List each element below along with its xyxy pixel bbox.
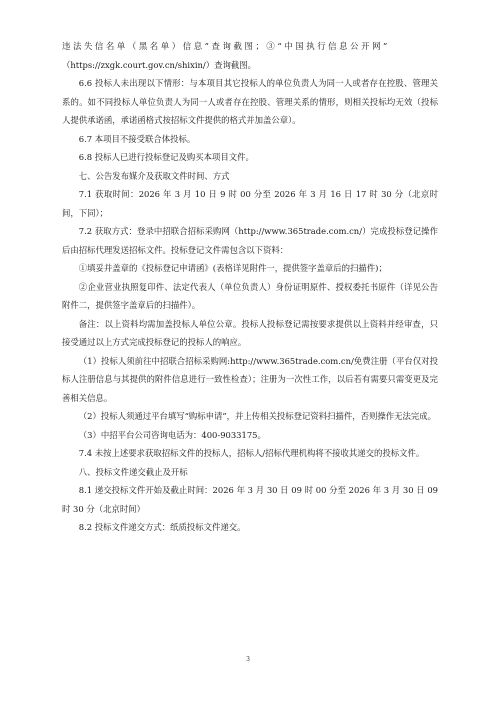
- paragraph-item-2: ②企业营业执照复印件、法定代表人（单位负责人）身份证明原件、授权委托书原件（详见公告附件二，提供签字盖章后的扫描件）。: [62, 281, 438, 310]
- paragraph-step-1: （1）投标人须前往中招联合招标采购网:http://www.365trade.com.cn/免费注册（平台仅对投标人注册信息与其提供的附件信息进行一致性检查）；注册为一次性工作，以后若有需要只需变更及完善相关信息。: [62, 355, 438, 403]
- paragraph-8-2: 8.2 投标文件递交方式：纸质投标文件递交。: [78, 522, 246, 532]
- paragraph-blacklist-query: 违法失信名单（黑名单）信息”查询截图；③“中国执行信息公开网”: [62, 41, 390, 51]
- paragraph-6-8: 6.8 投标人已进行投标登记及购买本项目文件。: [78, 152, 254, 162]
- paragraph-remark: 备注：以上资料均需加盖投标人单位公章。投标人投标登记需按要求提供以上资料并经审查，只接受通过以上方式完成投标登记的投标人的响应。: [62, 318, 438, 347]
- paragraph-6-7: 6.7 本项目不接受联合体投标。: [78, 133, 196, 144]
- paragraph-7-2: 7.2 获取方式：登录中招联合招标采购网（http://www.365trade.com.cn/）完成投标登记操作后由招标代理发送招标文件。投标登记文件需包含以下资料：: [62, 226, 438, 255]
- paragraph-8-1: 8.1 递交投标文件开始及截止时间：2026 年 3 月 30 日 09 时 00 分至 2026 年 3 月 30 日 09 时 30 分（北京时间）: [62, 485, 438, 514]
- paragraph-7-1: 7.1 获取时间：2026 年 3 月 10 日 9 时 00 分至 2026 年 3 月 16 日 17 时 30 分（北京时间，下同）；: [62, 189, 438, 218]
- paragraph-step-2: （2）投标人须通过平台填写“购标申请”，并上传相关投标登记资料扫描件，否则操作无法完成。: [78, 411, 437, 421]
- paragraph-7-4: 7.4 未按上述要求获取招标文件的投标人，招标人/招标代理机构将不接收其递交的投标文件。: [78, 448, 425, 458]
- paragraph-6-6: 6.6 投标人未出现以下情形：与本项目其它投标人的单位负责人为同一人或者存在控股、管理关系的。如不同投标人单位负责人为同一人或者存在控股、管理关系的情形，则相关投标均无效（投标人提供承诺函，承诺函格式按招标文件提供的格式并加盖公章）。: [62, 78, 438, 125]
- page-number: 3: [246, 656, 250, 663]
- paragraph-item-1: ①填妥并盖章的《投标登记申请函》(表格详见附件一，提供签字盖章后的扫描件)；: [78, 263, 387, 273]
- paragraph-step-3: （3）中招平台公司咨询电话为：400-9033175。: [78, 429, 266, 440]
- paragraph-shixin-url: （https://zxgk.court.gov.cn/shixin/）查询截图。: [62, 59, 256, 70]
- document-body: [62, 37, 438, 537]
- section-heading-7: 七、公告发布媒介及获取文件时间、方式: [78, 170, 230, 181]
- section-heading-8: 八、投标文件递交截止及开标: [78, 466, 188, 477]
